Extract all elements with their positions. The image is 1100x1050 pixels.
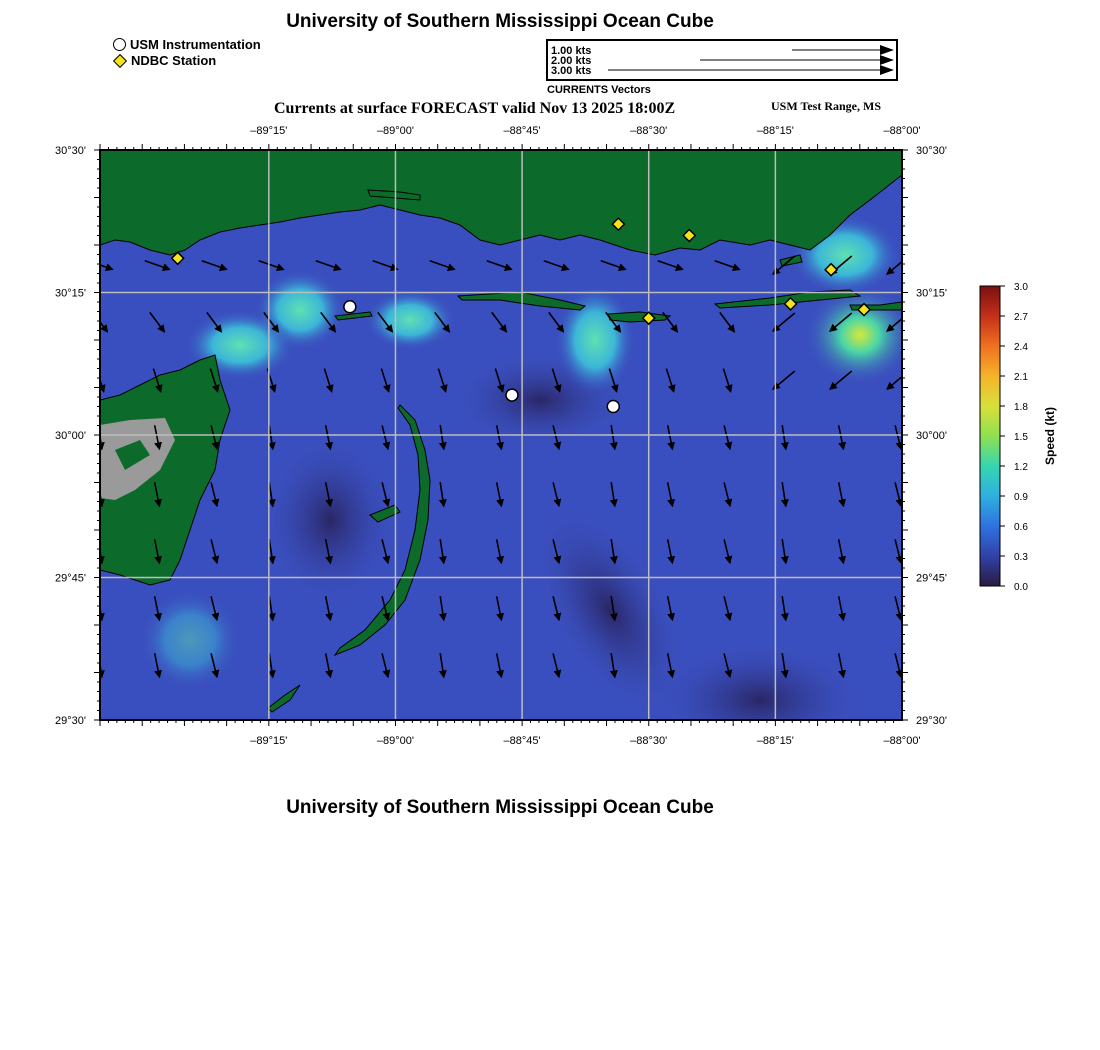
legend-ndbc-label: NDBC Station <box>131 53 217 68</box>
colorbar-tick-label: 0.9 <box>1014 492 1028 503</box>
bottom-tick-label: –88°30' <box>630 735 668 747</box>
colorbar-tick-label: 0.6 <box>1014 522 1028 533</box>
colorbar-label: Speed (kt) <box>1043 406 1057 466</box>
bottom-tick-label: –89°15' <box>250 735 288 747</box>
map-field <box>88 150 915 760</box>
colorbar-tick-label: 2.4 <box>1014 342 1028 353</box>
left-tick-label: 30°15' <box>55 287 86 300</box>
vector-title: CURRENTS Vectors <box>547 84 651 96</box>
right-tick-label: 29°30' <box>916 715 947 727</box>
left-tick-label: 30°00' <box>55 430 86 442</box>
top-tick-label: –89°00' <box>376 125 415 137</box>
right-tick-labels <box>916 145 947 727</box>
top-tick-label: –88°30' <box>630 125 668 137</box>
top-tick-label: –88°00' <box>883 125 921 137</box>
footer-title: University of Southern Mississippi Ocean Cube <box>286 797 714 818</box>
right-tick-label: 29°45' <box>916 572 947 585</box>
bottom-tick-labels <box>250 735 920 747</box>
legend-usm-label: USM Instrumentation <box>130 37 261 52</box>
usm-instrument-marker <box>506 389 518 401</box>
colorbar-tick-label: 1.5 <box>1014 432 1028 443</box>
bottom-tick-label: –88°15' <box>756 735 794 747</box>
right-tick-label: 30°15' <box>916 287 947 300</box>
vector-scale-1: 1.00 kts <box>551 45 592 57</box>
bottom-tick-label: –88°45' <box>503 735 541 747</box>
right-tick-label: 30°00' <box>916 430 947 442</box>
colorbar-tick-label: 2.1 <box>1014 372 1028 383</box>
top-tick-label: –89°15' <box>250 125 288 137</box>
vector-scale-3: 3.00 kts <box>551 65 592 77</box>
left-tick-labels <box>55 145 86 727</box>
colorbar-ramp <box>980 286 1000 586</box>
colorbar-tick-label: 2.7 <box>1014 312 1028 323</box>
right-tick-label: 30°30' <box>916 145 947 157</box>
colorbar-tick-label: 0.0 <box>1014 582 1028 593</box>
bottom-tick-label: –88°00' <box>883 735 921 747</box>
left-tick-label: 29°45' <box>55 572 86 585</box>
left-tick-label: 30°30' <box>55 145 86 157</box>
usm-instrument-marker <box>344 301 356 313</box>
usm-instrument-marker <box>607 401 619 413</box>
colorbar-tick-label: 0.3 <box>1014 552 1028 563</box>
bottom-tick-label: –89°00' <box>376 735 415 747</box>
region-label: USM Test Range, MS <box>771 99 882 113</box>
top-tick-label: –88°15' <box>756 125 794 137</box>
top-tick-labels <box>250 125 920 137</box>
page-title: University of Southern Mississippi Ocean Cube <box>286 11 714 32</box>
top-tick-label: –88°45' <box>503 125 541 137</box>
colorbar-tick-label: 3.0 <box>1014 282 1028 293</box>
colorbar-tick-label: 1.2 <box>1014 462 1028 473</box>
colorbar-tick-label: 1.8 <box>1014 402 1028 413</box>
colorbar-ticks <box>1000 282 1028 593</box>
vector-scale-2: 2.00 kts <box>551 55 592 67</box>
speed-colorbar <box>960 270 1080 610</box>
left-tick-label: 29°30' <box>55 715 86 727</box>
forecast-subtitle: Currents at surface FORECAST valid Nov 13 2025 18:00Z <box>274 100 676 117</box>
